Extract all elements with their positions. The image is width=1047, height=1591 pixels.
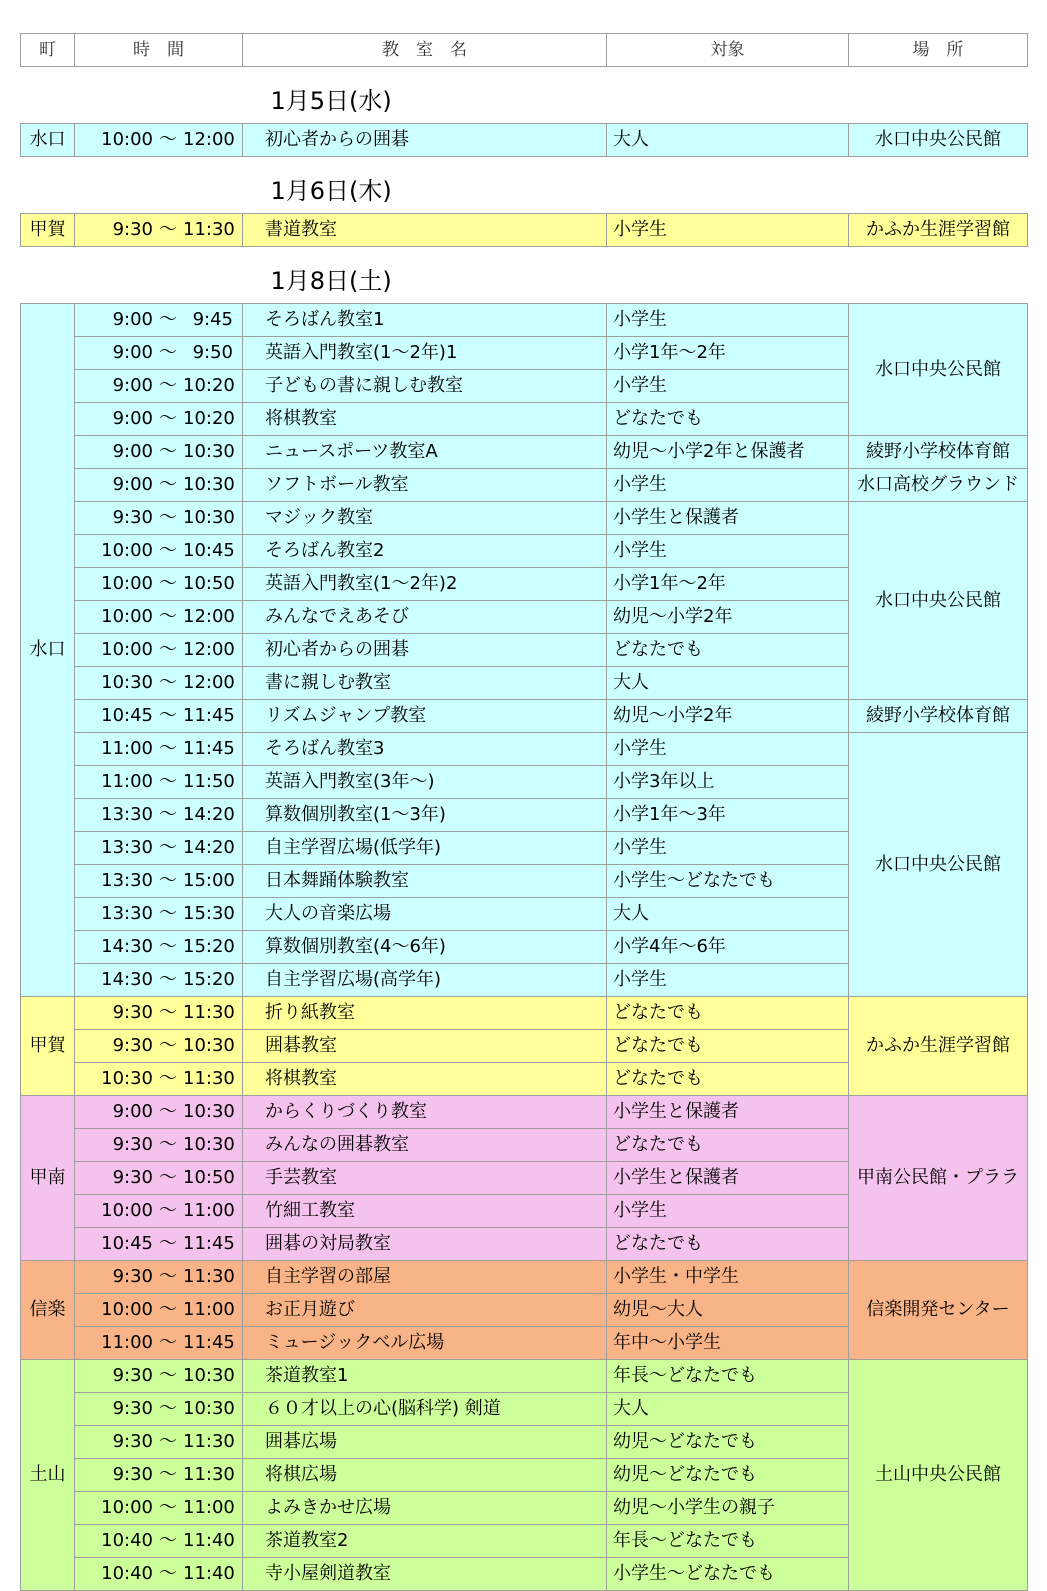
target-cell: 小学生 — [607, 370, 849, 403]
end-time: 10:30 — [183, 1365, 235, 1386]
class-name: 英語入門教室(1～2年)2 — [243, 568, 607, 601]
time-cell — [75, 1129, 243, 1162]
place-cell: 甲南公民館・プララ — [849, 1096, 1028, 1261]
end-time: 10:20 — [183, 375, 235, 396]
class-name: 竹細工教室 — [243, 1195, 607, 1228]
tilde: ～ — [159, 540, 177, 561]
target-cell: どなたでも — [607, 403, 849, 436]
table-row — [21, 436, 1028, 469]
target-cell: 幼児～小学2年と保護者 — [607, 436, 849, 469]
class-name: 自主学習広場(低学年) — [243, 832, 607, 865]
class-name: お正月遊び — [243, 1294, 607, 1327]
place-cell: かふか生涯学習館 — [849, 997, 1028, 1096]
end-time: 12:00 — [183, 606, 235, 627]
class-name: みんなの囲碁教室 — [243, 1129, 607, 1162]
start-time: 9:30 — [112, 219, 153, 240]
target-cell: 小学生～どなたでも — [607, 1558, 849, 1591]
table-row — [21, 469, 1028, 502]
tilde: ～ — [159, 1200, 177, 1221]
end-time: 15:20 — [183, 969, 235, 990]
tilde: ～ — [159, 705, 177, 726]
target-cell: 小学3年以上 — [607, 766, 849, 799]
class-name: 書に親しむ教室 — [243, 667, 607, 700]
town-cell: 甲賀 — [21, 214, 75, 247]
table-row — [21, 214, 1028, 247]
target-cell: 小学1年～2年 — [607, 337, 849, 370]
tilde: ～ — [159, 408, 177, 429]
target-cell: 小学生 — [607, 964, 849, 997]
date-heading: 1月8日(土) — [243, 247, 1028, 304]
class-name: 子どもの書に親しむ教室 — [243, 370, 607, 403]
class-name: 将棋広場 — [243, 1459, 607, 1492]
tilde: ～ — [159, 903, 177, 924]
end-time: 11:30 — [183, 1431, 235, 1452]
start-time: 10:00 — [101, 1200, 153, 1221]
date-row — [21, 67, 1028, 124]
tilde: ～ — [159, 672, 177, 693]
class-name: 囲碁広場 — [243, 1426, 607, 1459]
end-time: 11:30 — [183, 1464, 235, 1485]
start-time: 14:30 — [101, 936, 153, 957]
class-name: そろばん教室1 — [243, 304, 607, 337]
tilde: ～ — [159, 1233, 177, 1254]
target-cell: 年中～小学生 — [607, 1327, 849, 1360]
place-cell: 信楽開発センター — [849, 1261, 1028, 1360]
date-spacer — [75, 247, 243, 304]
time-cell — [75, 1228, 243, 1261]
start-time: 10:45 — [101, 705, 153, 726]
end-time: 15:20 — [183, 936, 235, 957]
class-name: 手芸教室 — [243, 1162, 607, 1195]
start-time: 9:30 — [112, 1431, 153, 1452]
start-time: 13:30 — [101, 837, 153, 858]
time-cell — [75, 700, 243, 733]
class-name: リズムジャンプ教室 — [243, 700, 607, 733]
table-row — [21, 1096, 1028, 1129]
target-cell: どなたでも — [607, 1129, 849, 1162]
time-cell — [75, 1261, 243, 1294]
end-time: 10:30 — [183, 474, 235, 495]
tilde: ～ — [159, 1497, 177, 1518]
start-time: 11:00 — [101, 738, 153, 759]
class-name: 日本舞踊体験教室 — [243, 865, 607, 898]
class-name: ミュージックベル広場 — [243, 1327, 607, 1360]
target-cell: 小学生 — [607, 832, 849, 865]
start-time: 10:40 — [101, 1563, 153, 1584]
place-cell: 水口中央公民館 — [849, 124, 1028, 157]
target-cell: どなたでも — [607, 1030, 849, 1063]
start-time: 13:30 — [101, 804, 153, 825]
end-time: 10:50 — [183, 573, 235, 594]
class-name: 初心者からの囲碁 — [243, 634, 607, 667]
start-time: 9:00 — [112, 474, 153, 495]
time-cell — [75, 1558, 243, 1591]
start-time: 10:00 — [101, 1299, 153, 1320]
header-place: 場 所 — [849, 34, 1028, 67]
time-cell — [75, 304, 243, 337]
target-cell: 大人 — [607, 667, 849, 700]
start-time: 10:30 — [101, 672, 153, 693]
time-cell — [75, 535, 243, 568]
start-time: 9:30 — [112, 1266, 153, 1287]
end-time: 10:45 — [183, 540, 235, 561]
target-cell: どなたでも — [607, 997, 849, 1030]
end-time: 11:45 — [183, 1332, 235, 1353]
table-row — [21, 733, 1028, 766]
table-row — [21, 502, 1028, 535]
target-cell: 小学生～どなたでも — [607, 865, 849, 898]
target-cell: 小学生 — [607, 733, 849, 766]
time-cell — [75, 337, 243, 370]
place-cell: 綾野小学校体育館 — [849, 436, 1028, 469]
end-time: 14:20 — [183, 837, 235, 858]
header-target: 対象 — [607, 34, 849, 67]
end-time: 15:30 — [183, 903, 235, 924]
class-name: 茶道教室1 — [243, 1360, 607, 1393]
end-time: 12:00 — [183, 129, 235, 150]
start-time: 9:00 — [112, 309, 153, 330]
class-name: 囲碁の対局教室 — [243, 1228, 607, 1261]
end-time: 15:00 — [183, 870, 235, 891]
time-cell — [75, 733, 243, 766]
time-cell — [75, 865, 243, 898]
class-name: マジック教室 — [243, 502, 607, 535]
time-cell — [75, 1360, 243, 1393]
place-cell: 水口中央公民館 — [849, 502, 1028, 700]
start-time: 9:30 — [112, 507, 153, 528]
class-name: 寺小屋剣道教室 — [243, 1558, 607, 1591]
town-cell: 甲賀 — [21, 997, 75, 1096]
end-time: 10:30 — [183, 507, 235, 528]
target-cell: 幼児～小学2年 — [607, 601, 849, 634]
tilde: ～ — [159, 936, 177, 957]
time-cell — [75, 1294, 243, 1327]
class-name: 自主学習の部屋 — [243, 1261, 607, 1294]
tilde: ～ — [159, 1365, 177, 1386]
class-name: 囲碁教室 — [243, 1030, 607, 1063]
start-time: 9:30 — [112, 1002, 153, 1023]
target-cell: 幼児～どなたでも — [607, 1426, 849, 1459]
time-cell — [75, 997, 243, 1030]
time-cell — [75, 634, 243, 667]
date-heading: 1月6日(木) — [243, 157, 1028, 214]
target-cell: 幼児～どなたでも — [607, 1459, 849, 1492]
start-time: 10:00 — [101, 573, 153, 594]
class-name: 将棋教室 — [243, 403, 607, 436]
town-cell: 土山 — [21, 1360, 75, 1591]
tilde: ～ — [159, 309, 177, 330]
start-time: 9:30 — [112, 1398, 153, 1419]
place-cell: 土山中央公民館 — [849, 1360, 1028, 1591]
target-cell: 小学1年～2年 — [607, 568, 849, 601]
class-name: よみきかせ広場 — [243, 1492, 607, 1525]
time-cell — [75, 469, 243, 502]
target-cell: 小学生と保護者 — [607, 1096, 849, 1129]
class-name: 茶道教室2 — [243, 1525, 607, 1558]
start-time: 11:00 — [101, 771, 153, 792]
tilde: ～ — [159, 969, 177, 990]
start-time: 14:30 — [101, 969, 153, 990]
start-time: 10:00 — [101, 606, 153, 627]
tilde: ～ — [159, 441, 177, 462]
class-name: 将棋教室 — [243, 1063, 607, 1096]
tilde: ～ — [159, 804, 177, 825]
start-time: 9:30 — [112, 1464, 153, 1485]
target-cell: 大人 — [607, 898, 849, 931]
date-spacer — [21, 67, 75, 124]
town-cell: 甲南 — [21, 1096, 75, 1261]
start-time: 9:30 — [112, 1167, 153, 1188]
target-cell: 小学生 — [607, 469, 849, 502]
header-town: 町 — [21, 34, 75, 67]
time-cell — [75, 832, 243, 865]
town-cell: 水口 — [21, 124, 75, 157]
place-cell: 水口中央公民館 — [849, 304, 1028, 436]
place-cell: 水口高校グラウンド — [849, 469, 1028, 502]
time-cell — [75, 1030, 243, 1063]
header-row — [21, 34, 1028, 67]
end-time: 12:00 — [183, 672, 235, 693]
end-time: 11:30 — [183, 1266, 235, 1287]
start-time: 10:00 — [101, 639, 153, 660]
class-name: 大人の音楽広場 — [243, 898, 607, 931]
target-cell: 小学生・中学生 — [607, 1261, 849, 1294]
end-time: 9:45 — [192, 309, 233, 330]
start-time: 9:00 — [112, 441, 153, 462]
target-cell: どなたでも — [607, 1228, 849, 1261]
start-time: 13:30 — [101, 870, 153, 891]
end-time: 9:50 — [192, 342, 233, 363]
time-cell — [75, 898, 243, 931]
time-cell — [75, 1393, 243, 1426]
target-cell: どなたでも — [607, 1063, 849, 1096]
time-cell — [75, 1459, 243, 1492]
table-row — [21, 1360, 1028, 1393]
start-time: 10:00 — [101, 1497, 153, 1518]
time-cell — [75, 667, 243, 700]
end-time: 11:45 — [183, 1233, 235, 1254]
class-name: 書道教室 — [243, 214, 607, 247]
class-name: 算数個別教室(1～3年) — [243, 799, 607, 832]
tilde: ～ — [159, 573, 177, 594]
time-cell — [75, 766, 243, 799]
class-name: 折り紙教室 — [243, 997, 607, 1030]
tilde: ～ — [159, 1068, 177, 1089]
tilde: ～ — [159, 1398, 177, 1419]
table-row — [21, 700, 1028, 733]
town-cell: 信楽 — [21, 1261, 75, 1360]
date-spacer — [75, 157, 243, 214]
place-cell: 綾野小学校体育館 — [849, 700, 1028, 733]
end-time: 10:30 — [183, 441, 235, 462]
tilde: ～ — [159, 1563, 177, 1584]
class-name: ニュースポーツ教室A — [243, 436, 607, 469]
time-cell — [75, 403, 243, 436]
table-row — [21, 1261, 1028, 1294]
class-name: ６０才以上の心(脳科学) 剣道 — [243, 1393, 607, 1426]
end-time: 11:30 — [183, 1068, 235, 1089]
tilde: ～ — [159, 837, 177, 858]
class-name: からくりづくり教室 — [243, 1096, 607, 1129]
time-cell — [75, 1327, 243, 1360]
start-time: 9:00 — [112, 342, 153, 363]
tilde: ～ — [159, 1101, 177, 1122]
class-name: 算数個別教室(4～6年) — [243, 931, 607, 964]
tilde: ～ — [159, 1464, 177, 1485]
target-cell: 小学4年～6年 — [607, 931, 849, 964]
place-cell: かふか生涯学習館 — [849, 214, 1028, 247]
end-time: 11:45 — [183, 705, 235, 726]
class-name: 英語入門教室(1～2年)1 — [243, 337, 607, 370]
time-cell — [75, 502, 243, 535]
target-cell: 幼児～小学生の親子 — [607, 1492, 849, 1525]
end-time: 11:00 — [183, 1200, 235, 1221]
end-time: 11:50 — [183, 771, 235, 792]
tilde: ～ — [159, 375, 177, 396]
table-row — [21, 304, 1028, 337]
start-time: 10:30 — [101, 1068, 153, 1089]
tilde: ～ — [159, 507, 177, 528]
time-cell — [75, 370, 243, 403]
town-cell: 水口 — [21, 304, 75, 997]
target-cell: 小学1年～3年 — [607, 799, 849, 832]
tilde: ～ — [159, 1002, 177, 1023]
class-name: そろばん教室3 — [243, 733, 607, 766]
time-cell — [75, 1195, 243, 1228]
header-time: 時 間 — [75, 34, 243, 67]
table-row — [21, 124, 1028, 157]
target-cell: 幼児～小学2年 — [607, 700, 849, 733]
start-time: 13:30 — [101, 903, 153, 924]
end-time: 10:20 — [183, 408, 235, 429]
time-cell — [75, 1492, 243, 1525]
tilde: ～ — [159, 1035, 177, 1056]
time-cell — [75, 1096, 243, 1129]
end-time: 11:00 — [183, 1497, 235, 1518]
start-time: 10:00 — [101, 129, 153, 150]
start-time: 10:40 — [101, 1530, 153, 1551]
start-time: 9:30 — [112, 1035, 153, 1056]
time-cell — [75, 1525, 243, 1558]
end-time: 14:20 — [183, 804, 235, 825]
time-cell — [75, 214, 243, 247]
target-cell: 小学生と保護者 — [607, 1162, 849, 1195]
class-name: 英語入門教室(3年～) — [243, 766, 607, 799]
tilde: ～ — [159, 639, 177, 660]
target-cell: 小学生 — [607, 535, 849, 568]
place-cell: 水口中央公民館 — [849, 733, 1028, 997]
end-time: 11:40 — [183, 1563, 235, 1584]
table-row — [21, 997, 1028, 1030]
tilde: ～ — [159, 1167, 177, 1188]
end-time: 12:00 — [183, 639, 235, 660]
tilde: ～ — [159, 1134, 177, 1155]
target-cell: どなたでも — [607, 634, 849, 667]
tilde: ～ — [159, 1332, 177, 1353]
target-cell: 大人 — [607, 1393, 849, 1426]
tilde: ～ — [159, 219, 177, 240]
end-time: 11:30 — [183, 219, 235, 240]
tilde: ～ — [159, 870, 177, 891]
tilde: ～ — [159, 129, 177, 150]
start-time: 10:00 — [101, 540, 153, 561]
date-row — [21, 157, 1028, 214]
target-cell: 年長～どなたでも — [607, 1360, 849, 1393]
start-time: 9:00 — [112, 375, 153, 396]
tilde: ～ — [159, 1530, 177, 1551]
target-cell: 小学生 — [607, 1195, 849, 1228]
end-time: 10:50 — [183, 1167, 235, 1188]
class-name: ソフトボール教室 — [243, 469, 607, 502]
start-time: 9:30 — [112, 1365, 153, 1386]
time-cell — [75, 568, 243, 601]
time-cell — [75, 124, 243, 157]
tilde: ～ — [159, 738, 177, 759]
target-cell: 幼児～大人 — [607, 1294, 849, 1327]
class-name: 自主学習広場(高学年) — [243, 964, 607, 997]
end-time: 10:30 — [183, 1398, 235, 1419]
start-time: 11:00 — [101, 1332, 153, 1353]
tilde: ～ — [159, 1299, 177, 1320]
time-cell — [75, 964, 243, 997]
end-time: 11:00 — [183, 1299, 235, 1320]
date-heading: 1月5日(水) — [243, 67, 1028, 124]
end-time: 11:40 — [183, 1530, 235, 1551]
header-name: 教 室 名 — [243, 34, 607, 67]
end-time: 10:30 — [183, 1134, 235, 1155]
class-name: そろばん教室2 — [243, 535, 607, 568]
target-cell: 大人 — [607, 124, 849, 157]
time-cell — [75, 1063, 243, 1096]
time-cell — [75, 1162, 243, 1195]
time-cell — [75, 601, 243, 634]
tilde: ～ — [159, 474, 177, 495]
end-time: 10:30 — [183, 1101, 235, 1122]
end-time: 11:45 — [183, 738, 235, 759]
start-time: 10:45 — [101, 1233, 153, 1254]
tilde: ～ — [159, 342, 177, 363]
tilde: ～ — [159, 1266, 177, 1287]
tilde: ～ — [159, 1431, 177, 1452]
date-spacer — [21, 157, 75, 214]
class-name: みんなでえあそび — [243, 601, 607, 634]
target-cell: 年長～どなたでも — [607, 1525, 849, 1558]
tilde: ～ — [159, 771, 177, 792]
end-time: 11:30 — [183, 1002, 235, 1023]
target-cell: 小学生 — [607, 214, 849, 247]
class-name: 初心者からの囲碁 — [243, 124, 607, 157]
end-time: 10:30 — [183, 1035, 235, 1056]
target-cell: 小学生 — [607, 304, 849, 337]
date-spacer — [21, 247, 75, 304]
start-time: 9:30 — [112, 1134, 153, 1155]
start-time: 9:00 — [112, 1101, 153, 1122]
date-spacer — [75, 67, 243, 124]
schedule-table — [20, 33, 1028, 1591]
start-time: 9:00 — [112, 408, 153, 429]
time-cell — [75, 436, 243, 469]
time-cell — [75, 799, 243, 832]
time-cell — [75, 931, 243, 964]
target-cell: 小学生と保護者 — [607, 502, 849, 535]
tilde: ～ — [159, 606, 177, 627]
time-cell — [75, 1426, 243, 1459]
date-row — [21, 247, 1028, 304]
